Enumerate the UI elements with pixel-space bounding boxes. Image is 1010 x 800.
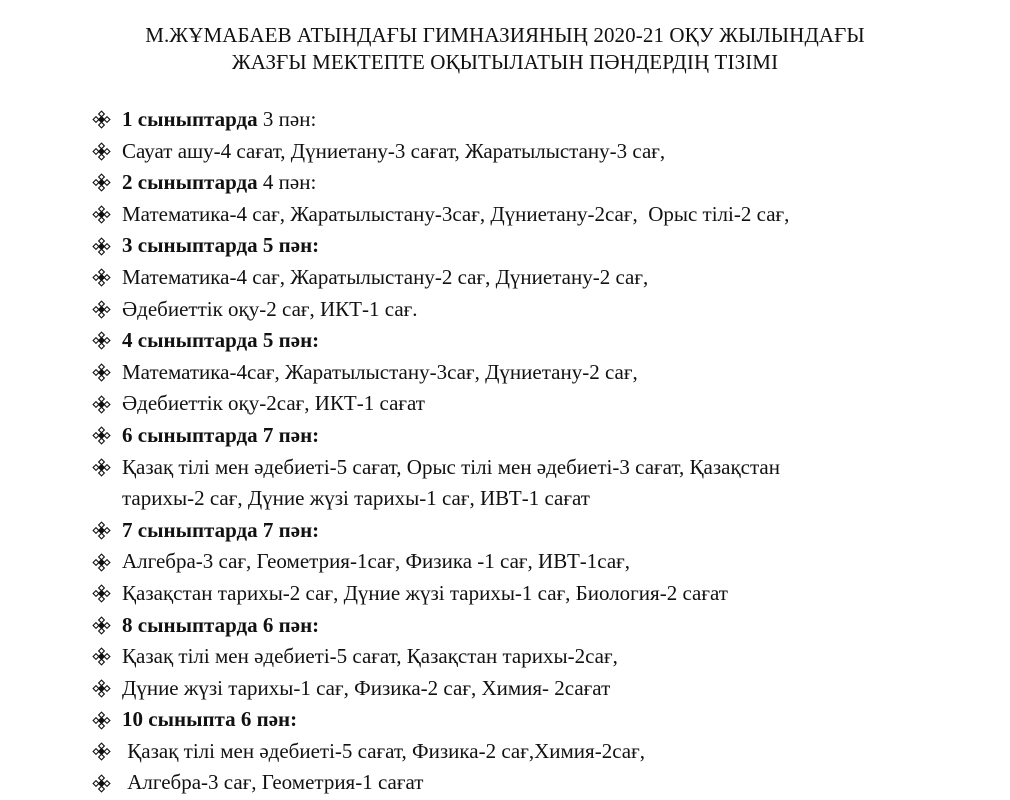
list-item [92,578,992,610]
list-item-heading: 1 сыныптарда [122,107,258,131]
list-item [92,262,992,294]
four-diamond-bullet-icon [92,673,114,705]
list-item [92,546,992,578]
four-diamond-bullet-icon [92,262,114,294]
list-item-text: Сауат ашу-4 сағат, Дүниетану-3 сағат, Жаратылыстану-3 сағ, [122,138,666,163]
four-diamond-bullet-icon [92,452,114,484]
four-diamond-bullet-icon [92,610,114,642]
list-item-heading: 2 сыныптарда [122,170,258,195]
list-item [92,357,992,389]
list-item [92,673,992,705]
list-item [92,641,992,673]
list-item-heading: 7 сыныптарда 7 пән: [122,517,320,542]
list-item [92,167,992,199]
list-item [92,199,992,231]
list-item-text: Әдебиеттік оқу-2сағ, ИКТ-1 сағат [122,391,425,416]
list-item [92,610,992,642]
four-diamond-bullet-icon [92,104,114,136]
list-item [92,767,992,799]
list-item [92,515,992,547]
list-item-text: 4 пән: [257,170,317,195]
list-item-heading: 3 сыныптарда 5 пән: [122,233,320,258]
four-diamond-bullet-icon [92,294,114,326]
list-item [92,388,992,420]
document-title [0,22,1010,76]
list-item-text: Қазақстан тарихы-2 сағ, Дүние жүзі тарихы-1 сағ, Биология-2 сағат [122,580,728,605]
four-diamond-bullet-icon [92,641,114,673]
four-diamond-bullet-icon [92,136,114,168]
list-item-text: Әдебиеттік оқу-2 сағ, ИКТ-1 сағ. [122,296,418,321]
four-diamond-bullet-icon [92,515,114,547]
four-diamond-bullet-icon [92,199,114,231]
four-diamond-bullet-icon [92,388,114,420]
four-diamond-bullet-icon [92,578,114,610]
four-diamond-bullet-icon [92,357,114,389]
four-diamond-bullet-icon [92,546,114,578]
list-item [92,230,992,262]
list-item [92,736,992,768]
list-item [92,325,992,357]
four-diamond-bullet-icon [92,420,114,452]
list-item-text: Математика-4сағ, Жаратылыстану-3сағ, Дүниетану-2 сағ, [122,359,638,384]
list-item-heading: 10 сыныпта 6 пән: [122,707,298,732]
list-item-continuation [92,483,992,515]
list-item-text: Қазақ тілі мен әдебиеті-5 сағат, Физика-2 сағ,Химия-2сағ, [122,738,645,763]
list-item-heading: 4 сыныптарда 5 пән: [122,328,320,353]
list-item [92,704,992,736]
list-item [92,136,992,168]
list-item [92,452,992,484]
list-item-heading: 8 сыныптарда 6 пән: [122,612,320,637]
subject-list [92,104,992,799]
list-item-text: Математика-4 сағ, Жаратылыстану-2 сағ, Дүниетану-2 сағ, [122,264,649,289]
four-diamond-bullet-icon [92,736,114,768]
list-item-text: Алгебра-3 сағ, Геометрия-1 сағат [122,770,424,795]
four-diamond-bullet-icon [92,767,114,799]
list-item [92,420,992,452]
list-item [92,294,992,326]
title-line-1: М.ЖҰМАБАЕВ АТЫНДАҒЫ ГИМНАЗИЯНЫҢ 2020-21 ОҚУ ЖЫЛЫНДАҒЫ [145,23,865,47]
four-diamond-bullet-icon [92,230,114,262]
list-item-text: Дүние жүзі тарихы-1 сағ, Физика-2 сағ, Химия- 2сағат [122,675,611,700]
title-line-2: ЖАЗҒЫ МЕКТЕПТЕ ОҚЫТЫЛАТЫН ПӘНДЕРДІҢ ТІЗІМІ [231,50,779,74]
four-diamond-bullet-icon [92,167,114,199]
list-item [92,104,992,136]
list-item-text: Алгебра-3 сағ, Геометрия-1сағ, Физика -1 сағ, ИВТ-1сағ, [122,549,631,574]
list-item-text: 3 пән: [257,107,317,131]
list-item-text: Қазақ тілі мен әдебиеті-5 сағат, Қазақстан тарихы-2сағ, [122,644,618,669]
list-item-text: Қазақ тілі мен әдебиеті-5 сағат, Орыс тілі мен әдебиеті-3 сағат, Қазақстан [122,454,780,479]
list-item-text: тарихы-2 сағ, Дүние жүзі тарихы-1 сағ, ИВТ-1 сағат [122,486,590,511]
list-item-text: Математика-4 сағ, Жаратылыстану-3сағ, Дүниетану-2сағ, Орыс тілі-2 сағ, [122,201,790,226]
list-item-heading: 6 сыныптарда 7 пән: [122,422,320,447]
four-diamond-bullet-icon [92,704,114,736]
four-diamond-bullet-icon [92,325,114,357]
